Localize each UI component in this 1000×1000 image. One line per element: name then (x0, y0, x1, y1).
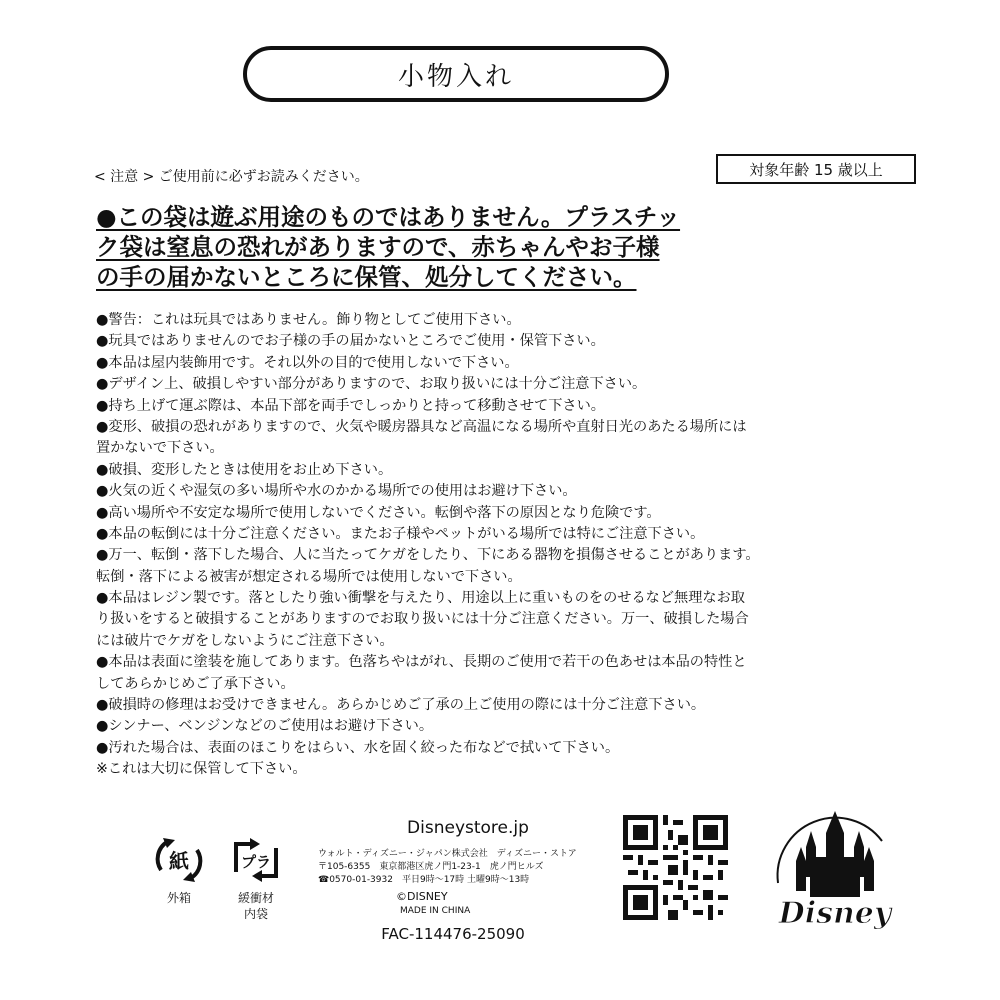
paper-recycle-mark (147, 832, 211, 906)
plastic-recycle-icon (226, 832, 286, 888)
copyright: ©DISNEY (396, 890, 448, 903)
disney-logo-icon (770, 805, 900, 935)
note-line: ●本品は屋内装飾用です。それ以外の目的で使用しないで下さい。 (96, 354, 519, 371)
plastic-mark-text: プラ (240, 853, 272, 871)
note-line: 転倒・落下による被害が想定される場所では使用しないで下さい。 (96, 568, 522, 585)
caution-notes (96, 310, 876, 781)
bag-warning-line: ●この袋は遊ぶ用途のものではありません。プラスチッ (96, 203, 681, 231)
paper-mark-text: 紙 (169, 849, 189, 873)
store-url: Disneystore.jp (407, 818, 529, 838)
note-line: ●持ち上げて運ぶ際は、本品下部を両手でしっかりと持って移動させて下さい。 (96, 397, 605, 414)
note-line: ●本品はレジン製です。落としたり強い衝撃を与えたり、用途以上に重いものをのせるなど無理なお取 (96, 590, 745, 607)
title-box (243, 46, 669, 102)
plastic-label-1: 緩衝材 (237, 891, 274, 905)
paper-label: 外箱 (166, 891, 191, 905)
qr-code-icon (623, 815, 728, 920)
product-code: FAC-114476-25090 (381, 925, 525, 943)
plastic-label-2: 内袋 (243, 907, 268, 921)
made-in: MADE IN CHINA (400, 906, 471, 916)
note-line: り扱いをすると破損することがありますのでお取り扱いには十分ご注意ください。万一、破損した場合 (96, 611, 749, 628)
bag-warning-line: ク袋は窒息の恐れがありますので、赤ちゃんやお子様 (96, 233, 660, 261)
note-line: ●火気の近くや湿気の多い場所や水のかかる場所での使用はお避け下さい。 (96, 483, 577, 500)
note-line: ●警告：これは玩具ではありません。飾り物としてご使用下さい。 (96, 312, 521, 328)
note-line: ●デザイン上、破損しやすい部分がありますので、お取り扱いには十分ご注意下さい。 (96, 376, 647, 393)
bag-warning (96, 202, 756, 292)
caution-header: < 注意 > ご使用前に必ずお読みください。 (94, 169, 369, 185)
age-badge (716, 154, 916, 184)
note-line: ●破損、変形したときは使用をお止め下さい。 (96, 461, 393, 478)
plastic-recycle-mark (226, 832, 286, 922)
note-line: ●高い場所や不安定な場所で使用しないでください。転倒や落下の原因となり危険です。 (96, 504, 661, 521)
company-line: ウォルト・ディズニー・ジャパン株式会社 ディズニー・ストア (318, 849, 577, 859)
note-line: ●シンナー、ベンジンなどのご使用はお避け下さい。 (96, 718, 434, 735)
note-line: ●本品の転倒には十分ご注意ください。またお子様やペットがいる場所では特にご注意下さい。 (96, 525, 705, 542)
phone-line: ☎0570-01-3932 平日9時～17時 土曜9時～13時 (318, 875, 530, 885)
address-line: 〒105-6355 東京都港区虎ノ門1-23-1 虎ノ門ヒルズ (318, 862, 544, 872)
note-line: には破片でケガをしないようにご注意下さい。 (96, 632, 394, 649)
note-line: ●破損時の修理はお受けできません。あらかじめご了承の上ご使用の際には十分ご注意下さい。 (96, 697, 706, 714)
store-info (318, 818, 618, 943)
disney-logo-text: Disney (778, 896, 892, 931)
note-line: ※これは大切に保管して下さい。 (96, 761, 307, 778)
note-line: ●玩具ではありませんのでお子様の手の届かないところでご使用・保管下さい。 (96, 333, 605, 350)
page-title: 小物入れ (397, 61, 514, 92)
note-line: ●本品は表面に塗装を施してあります。色落ちやはがれ、長期のご使用で若干の色あせは本品の特性と (96, 654, 747, 671)
note-line: ●汚れた場合は、表面のほこりをはらい、水を固く絞った布などで拭いて下さい。 (96, 739, 620, 756)
note-line: 置かないで下さい。 (96, 440, 224, 457)
paper-recycle-icon (147, 832, 211, 888)
bag-warning-line: の手の届かないところに保管、処分してください。 (96, 263, 637, 291)
age-label: 対象年齢 15 歳以上 (749, 160, 883, 179)
note-line: ●変形、破損の恐れがありますので、火気や暖房器具など高温になる場所や直射日光のあたる場所には (96, 418, 747, 435)
note-line: ●万一、転倒・落下した場合、人に当たってケガをしたり、下にある器物を損傷させることがあります。 (96, 547, 760, 564)
note-line: してあらかじめご了承下さい。 (96, 675, 295, 692)
